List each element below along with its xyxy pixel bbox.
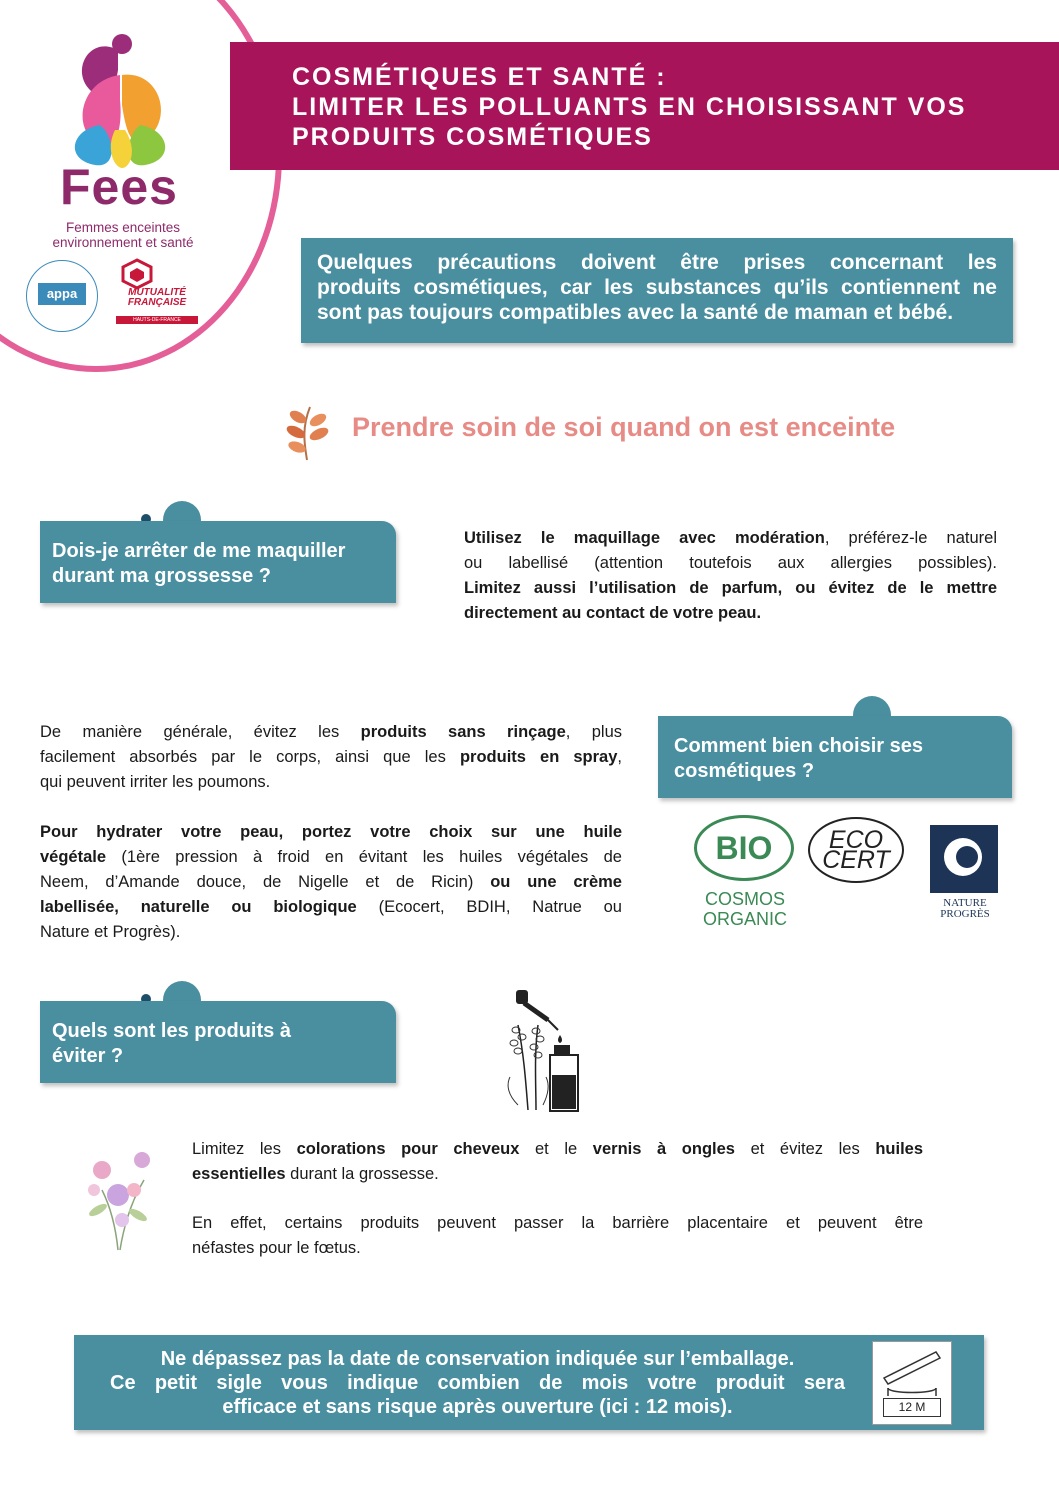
bio-label: BIO <box>715 830 773 866</box>
answer-choose-p2 <box>40 820 622 945</box>
intro-box <box>301 238 1013 343</box>
ecocert-label <box>808 826 904 874</box>
bold-text: Utilisez le maquillage avec modération <box>464 529 825 547</box>
text-line: Pour hydrater votre peau, portez votre choix sur une huile <box>40 823 622 841</box>
text: Neem, d’Amande douce, de Nigelle et de Ricin) <box>40 873 491 891</box>
intro-line: produits cosmétiques, car les substances qu’ils contiennent ne <box>317 276 997 299</box>
intro-line: sont pas toujours compatibles avec la santé de maman et bébé. <box>317 301 954 324</box>
text: (1ère pression à froid en évitant les huiles végétales de <box>106 848 622 866</box>
intro-line: Quelques précautions doivent être prises concernant les <box>317 251 997 274</box>
text-line: Limitez aussi l’utilisation de parfum, ou évitez de le mettre <box>464 579 997 597</box>
info-line: Ne dépassez pas la date de conservation indiquée sur l’emballage. <box>160 1348 795 1370</box>
text: durant la grossesse. <box>285 1165 439 1183</box>
text: De manière générale, évitez les <box>40 723 361 741</box>
bold-text: vernis à ongles <box>592 1140 735 1158</box>
question-box-avoid <box>40 1001 396 1083</box>
title-line: COSMÉTIQUES ET SANTÉ : <box>292 63 667 91</box>
tagline-line: Femmes enceintes <box>65 220 181 235</box>
label-line: ORGANIC <box>702 909 787 929</box>
text-line: qui peuvent irriter les poumons. <box>40 773 271 791</box>
mutualite-logo: MUTUALITÉ FRANÇAISE <box>127 287 187 308</box>
page-title <box>292 62 1052 152</box>
logo-tagline <box>38 220 208 250</box>
nature-progres-label <box>926 898 1004 920</box>
question-line: Comment bien choisir ses <box>674 735 923 757</box>
bold-text: végétale <box>40 848 107 866</box>
question-line: Dois-je arrêter de me maquiller <box>52 540 346 562</box>
text: et le <box>519 1140 593 1158</box>
text: et évitez les <box>734 1140 876 1158</box>
appa-label: appa <box>38 283 86 305</box>
label-line: ECO <box>828 826 884 854</box>
text-line: directement au contact de votre peau. <box>464 604 762 622</box>
question-box-choose <box>658 716 1012 798</box>
text: , <box>617 748 622 766</box>
text-line: En effet, certains produits peuvent passer la barrière placentaire et peuvent être <box>192 1214 923 1232</box>
flower-bouquet-icon <box>72 1140 164 1255</box>
info-line: efficace et sans risque après ouverture (ici : 12 mois). <box>222 1396 733 1418</box>
leaf-icon <box>282 402 332 462</box>
bold-text: produits sans rinçage <box>360 723 566 741</box>
answer-avoid-p1 <box>192 1137 923 1187</box>
text: Limitez les <box>192 1140 297 1158</box>
mutualite-sub: HAUTS-DE-FRANCE <box>116 316 198 324</box>
bold-text: produits en spray <box>459 748 618 766</box>
bottom-info-text <box>110 1347 845 1419</box>
text: (Ecocert, BDIH, Natrue ou <box>356 898 622 916</box>
mutualite-hexagon-icon <box>120 258 154 290</box>
title-line: LIMITER LES POLLUANTS EN CHOISISSANT VOS <box>292 93 967 121</box>
text: , plus <box>565 723 623 741</box>
text: facilement absorbés par le corps, ainsi que les <box>40 748 460 766</box>
open-jar-icon <box>880 1348 944 1398</box>
pao-label: 12 M <box>883 1398 941 1417</box>
question-line: Quels sont les produits à <box>52 1020 291 1042</box>
question-box-makeup <box>40 521 396 603</box>
section-title: Prendre soin de soi quand on est enceinte <box>352 412 896 442</box>
text: , préférez-le naturel <box>824 529 997 547</box>
answer-choose-p1 <box>40 720 622 795</box>
label-line: CERT <box>822 846 890 874</box>
bold-text: essentielles <box>192 1165 286 1183</box>
label-line: PROGRÈS <box>940 908 990 920</box>
bold-text: labellisée, naturelle ou biologique <box>40 898 357 916</box>
cosmos-organic-label <box>690 889 800 929</box>
text-line: ou labellisé (attention toutefois aux allergies possibles). <box>464 554 997 572</box>
essential-oil-bottle-icon <box>498 985 588 1113</box>
bold-text: colorations pour cheveux <box>296 1140 520 1158</box>
label-line: NATURE <box>943 897 987 909</box>
bold-text: huiles <box>875 1140 924 1158</box>
info-line: Ce petit sigle vous indique combien de mois votre produit sera <box>110 1372 845 1394</box>
bold-text: ou une crème <box>490 873 622 891</box>
question-line: durant ma grossesse ? <box>52 565 271 587</box>
np-circle <box>956 846 978 868</box>
answer-makeup <box>464 526 997 626</box>
label-line: COSMOS <box>704 889 785 909</box>
text-line: néfastes pour le fœtus. <box>192 1239 361 1257</box>
answer-avoid-p2 <box>192 1211 923 1261</box>
logo-name: Fees <box>60 159 178 215</box>
title-line: PRODUITS COSMÉTIQUES <box>292 123 653 151</box>
fees-flower-icon <box>60 30 180 170</box>
text-line: Nature et Progrès). <box>40 923 181 941</box>
question-line: éviter ? <box>52 1045 124 1067</box>
question-line: cosmétiques ? <box>674 760 815 782</box>
tagline-line: environnement et santé <box>52 235 194 250</box>
